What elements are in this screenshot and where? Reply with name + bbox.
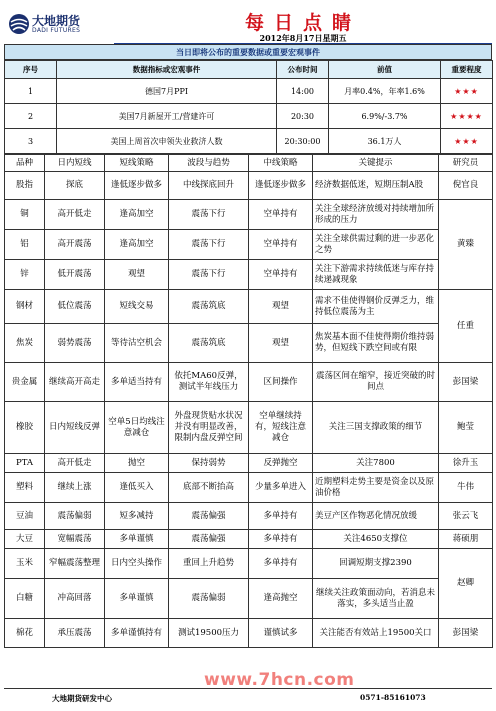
footer-phone: 0571-85161073 — [360, 693, 426, 702]
variety-cell: 钢材 — [5, 290, 45, 324]
mid-strategy-cell: 少量多单进入 — [249, 473, 313, 503]
short-strategy-cell: 短线交易 — [105, 290, 169, 324]
intraday-cell: 继续上涨 — [45, 473, 105, 503]
variety-cell: 股指 — [5, 172, 45, 200]
intraday-cell: 窄幅震荡整理 — [45, 549, 105, 579]
key-hint-cell: 关注下游需求持续低迷与库存持续递减现象 — [313, 260, 439, 290]
events-header-cell: 数据指标或宏观事件 — [57, 61, 277, 79]
daily-report — [4, 6, 492, 706]
table-row — [5, 579, 493, 619]
key-hint-cell: 震荡区间在缩窄，接近突破的时间点 — [313, 363, 439, 402]
intraday-cell: 高开低走 — [45, 454, 105, 473]
variety-cell: 橡胶 — [5, 402, 45, 454]
variety-cell: 白糖 — [5, 579, 45, 619]
variety-cell: 玉米 — [5, 549, 45, 579]
analyst-cell: 倪官良 — [439, 172, 493, 200]
swing-trend-cell: 保持弱势 — [169, 454, 249, 473]
strategy-header-cell: 品种 — [5, 155, 45, 172]
mid-strategy-cell: 空单持有 — [249, 200, 313, 230]
event-row — [5, 104, 493, 129]
importance-stars: ★★★ — [441, 79, 493, 104]
swing-trend-cell: 震荡下行 — [169, 260, 249, 290]
key-hint-cell: 需求不佳使得钢价反弹乏力，维持低位震荡为主 — [313, 290, 439, 324]
table-row — [5, 473, 493, 503]
intraday-cell: 承压震荡 — [45, 619, 105, 648]
table-row — [5, 503, 493, 530]
events-header-row — [5, 61, 493, 79]
table-row — [5, 619, 493, 648]
mid-strategy-cell: 逢高抛空 — [249, 579, 313, 619]
event-no: 2 — [5, 104, 57, 129]
swing-trend-cell: 中线探底回升 — [169, 172, 249, 200]
event-row — [5, 129, 493, 154]
variety-cell: 焦炭 — [5, 324, 45, 363]
swing-trend-cell: 震荡下行 — [169, 230, 249, 260]
key-hint-cell: 关注全球供需过剩的进一步恶化之势 — [313, 230, 439, 260]
swing-trend-cell: 震荡下行 — [169, 200, 249, 230]
analyst-cell: 彭国梁 — [439, 363, 493, 402]
table-row — [5, 530, 493, 549]
event-time: 20:30:00 — [277, 129, 329, 154]
mid-strategy-cell: 观望 — [249, 290, 313, 324]
mid-strategy-cell: 空单继续持有，短线注意减仓 — [249, 402, 313, 454]
logo-chinese: 大地期货 — [32, 14, 81, 28]
short-strategy-cell: 等待沽空机会 — [105, 324, 169, 363]
intraday-cell: 弱势震荡 — [45, 324, 105, 363]
event-name: 美国上周首次申领失业救济人数 — [57, 129, 277, 154]
variety-cell: 铝 — [5, 230, 45, 260]
analyst-cell: 黄臻 — [439, 200, 493, 290]
report-header — [4, 6, 492, 44]
key-hint-cell: 关注7800 — [313, 454, 439, 473]
key-hint-cell: 美豆产区作物恶化情况放缓 — [313, 503, 439, 530]
key-hint-cell: 焦炭基本面不佳使得期价维持弱势，但短线下跌空间或有限 — [313, 324, 439, 363]
key-hint-cell: 经济数据低迷，短期压制A股 — [313, 172, 439, 200]
swing-trend-cell: 震荡偏强 — [169, 503, 249, 530]
table-row — [5, 324, 493, 363]
mid-strategy-cell: 逢低逐步做多 — [249, 172, 313, 200]
short-strategy-cell: 抛空 — [105, 454, 169, 473]
mid-strategy-cell: 区间操作 — [249, 363, 313, 402]
table-row — [5, 290, 493, 324]
strategy-header-cell: 中线策略 — [249, 155, 313, 172]
analyst-cell: 徐升玉 — [439, 454, 493, 473]
event-row — [5, 79, 493, 104]
analyst-cell: 任重 — [439, 290, 493, 363]
analyst-cell: 鲍莹 — [439, 402, 493, 454]
intraday-cell: 低位震荡 — [45, 290, 105, 324]
variety-cell: 贵金属 — [5, 363, 45, 402]
events-header-cell: 重要程度 — [441, 61, 493, 79]
strategy-header-cell: 日内短线 — [45, 155, 105, 172]
report-date: 2012年8月17日星期五 — [259, 33, 347, 43]
variety-cell: 铜 — [5, 200, 45, 230]
company-logo — [8, 11, 100, 39]
short-strategy-cell: 多单适当持有 — [105, 363, 169, 402]
table-row — [5, 172, 493, 200]
analyst-cell: 赵卿 — [439, 549, 493, 619]
key-hint-cell: 关注能否有效站上19500关口 — [313, 619, 439, 648]
events-header-cell: 序号 — [5, 61, 57, 79]
mid-strategy-cell: 多单持有 — [249, 549, 313, 579]
mid-strategy-cell: 空单持有 — [249, 260, 313, 290]
short-strategy-cell: 日内空头操作 — [105, 549, 169, 579]
swing-trend-cell: 震荡偏强 — [169, 530, 249, 549]
variety-cell: 塑料 — [5, 473, 45, 503]
variety-cell: 锌 — [5, 260, 45, 290]
analyst-cell: 张云飞 — [439, 503, 493, 530]
event-prev: 36.1万人 — [329, 129, 441, 154]
short-strategy-cell: 多单谨慎 — [105, 530, 169, 549]
table-row — [5, 549, 493, 579]
footer-org: 大地期货研发中心 — [52, 694, 112, 703]
watermark: www.7hcn.com — [204, 670, 355, 690]
mid-strategy-cell: 多单持有 — [249, 503, 313, 530]
analyst-cell: 牛伟 — [439, 473, 493, 503]
event-time: 14:00 — [277, 79, 329, 104]
table-row — [5, 200, 493, 230]
strategy-header-cell: 研究员 — [439, 155, 493, 172]
short-strategy-cell: 逢高加空 — [105, 230, 169, 260]
event-no: 3 — [5, 129, 57, 154]
event-time: 20:30 — [277, 104, 329, 129]
intraday-cell: 冲高回落 — [45, 579, 105, 619]
analyst-cell: 蒋硕朋 — [439, 530, 493, 549]
intraday-cell: 震荡偏弱 — [45, 503, 105, 530]
intraday-cell: 宽幅震荡 — [45, 530, 105, 549]
importance-stars: ★★★ — [441, 129, 493, 154]
swing-trend-cell: 震荡筑底 — [169, 290, 249, 324]
earth-logo-icon — [8, 13, 30, 35]
strategy-header-cell: 波段与趋势 — [169, 155, 249, 172]
mid-strategy-cell: 谨慎试多 — [249, 619, 313, 648]
variety-cell: PTA — [5, 454, 45, 473]
key-hint-cell: 继续关注政策面动向，若消息未落实，多头适当止盈 — [313, 579, 439, 619]
key-hint-cell: 近期塑料走势主要是资金以及原油价格 — [313, 473, 439, 503]
short-strategy-cell: 多单谨慎 — [105, 579, 169, 619]
events-header-cell: 公布时间 — [277, 61, 329, 79]
key-hint-cell: 关注三国支撑政策的细节 — [313, 402, 439, 454]
swing-trend-cell: 依托MA60反弹，测试半年线压力 — [169, 363, 249, 402]
swing-trend-cell: 震荡筑底 — [169, 324, 249, 363]
intraday-cell: 高开低走 — [45, 200, 105, 230]
intraday-cell: 继续高开高走 — [45, 363, 105, 402]
short-strategy-cell: 多单谨慎持有 — [105, 619, 169, 648]
key-hint-cell: 关注全球经济放缓对持续增加所形成的压力 — [313, 200, 439, 230]
short-strategy-cell: 逢低买入 — [105, 473, 169, 503]
swing-trend-cell: 重回上升趋势 — [169, 549, 249, 579]
mid-strategy-cell: 多单持有 — [249, 530, 313, 549]
events-banner: 当日即将公布的重要数据或重要宏观事件 — [4, 44, 492, 60]
event-prev: 月率0.4%，年率1.6% — [329, 79, 441, 104]
short-strategy-cell: 空单5日均线注意减仓 — [105, 402, 169, 454]
strategy-table — [4, 154, 493, 648]
event-name: 德国7月PPI — [57, 79, 277, 104]
short-strategy-cell: 短多减持 — [105, 503, 169, 530]
key-hint-cell: 回调短期支撑2390 — [313, 549, 439, 579]
intraday-cell: 日内短线反弹 — [45, 402, 105, 454]
short-strategy-cell: 观望 — [105, 260, 169, 290]
header-divider — [114, 43, 492, 44]
swing-trend-cell: 测试19500压力 — [169, 619, 249, 648]
page-title: 每日点睛 — [244, 12, 361, 34]
strategy-header-cell: 短线策略 — [105, 155, 169, 172]
variety-cell: 豆油 — [5, 503, 45, 530]
mid-strategy-cell: 反弹抛空 — [249, 454, 313, 473]
swing-trend-cell: 底部不断抬高 — [169, 473, 249, 503]
swing-trend-cell: 外盘现货贴水状况并没有明显改善，限制内盘反弹空间 — [169, 402, 249, 454]
variety-cell: 大豆 — [5, 530, 45, 549]
short-strategy-cell: 逢高加空 — [105, 200, 169, 230]
short-strategy-cell: 逢低逐步做多 — [105, 172, 169, 200]
table-row — [5, 363, 493, 402]
strategy-header-cell: 关键提示 — [313, 155, 439, 172]
intraday-cell: 探底 — [45, 172, 105, 200]
events-header-cell: 前值 — [329, 61, 441, 79]
table-row — [5, 454, 493, 473]
swing-trend-cell: 震荡偏弱 — [169, 579, 249, 619]
event-no: 1 — [5, 79, 57, 104]
intraday-cell: 低开震荡 — [45, 260, 105, 290]
table-row — [5, 402, 493, 454]
table-row — [5, 260, 493, 290]
intraday-cell: 高开震荡 — [45, 230, 105, 260]
events-table — [4, 60, 493, 154]
logo-english: DADI FUTURES — [32, 27, 81, 34]
table-row — [5, 230, 493, 260]
strategy-header-row — [5, 155, 493, 172]
key-hint-cell: 关注4650支撑位 — [313, 530, 439, 549]
mid-strategy-cell: 空单持有 — [249, 230, 313, 260]
importance-stars: ★★★★ — [441, 104, 493, 129]
page-footer — [4, 688, 492, 707]
mid-strategy-cell: 观望 — [249, 324, 313, 363]
event-prev: 6.9%/-3.7% — [329, 104, 441, 129]
event-name: 美国7月新屋开工/营建许可 — [57, 104, 277, 129]
variety-cell: 棉花 — [5, 619, 45, 648]
analyst-cell: 彭国梁 — [439, 619, 493, 648]
